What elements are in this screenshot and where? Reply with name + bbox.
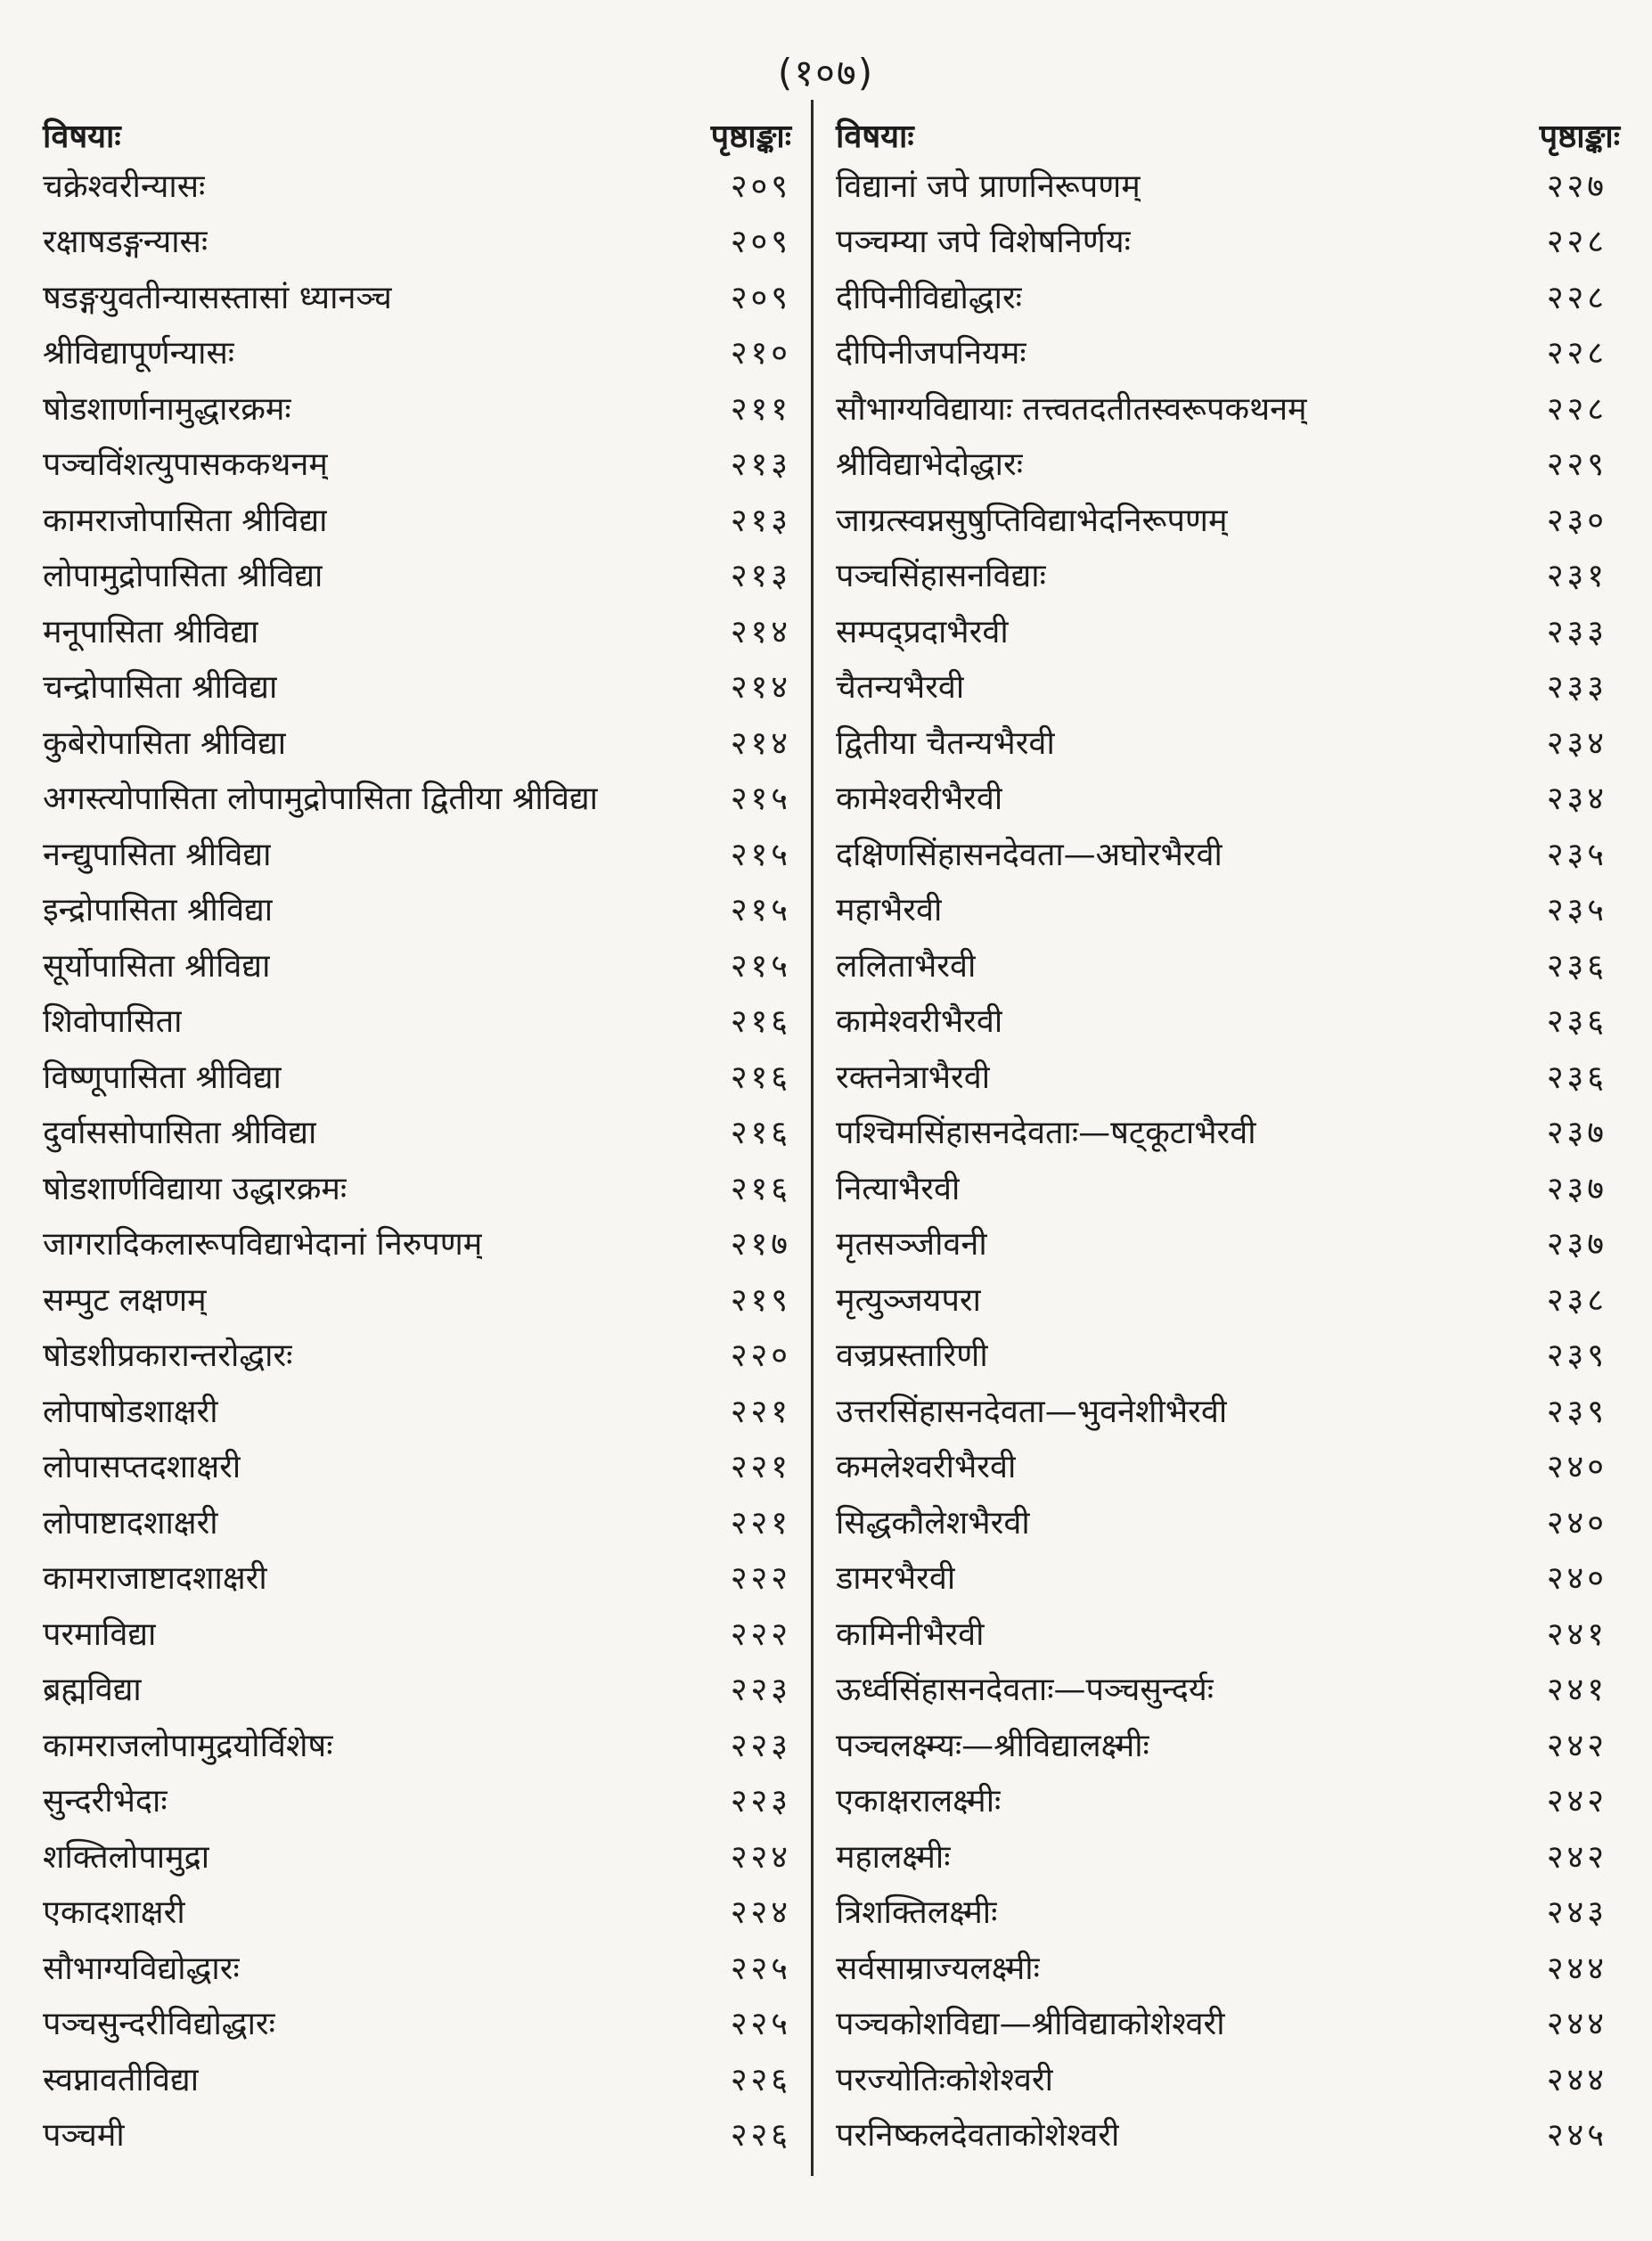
toc-entry xyxy=(43,1215,791,1272)
entry-page-number: २२३ xyxy=(730,1727,791,1764)
entry-page-number: २२१ xyxy=(730,1449,791,1486)
entry-page-number: २१६ xyxy=(730,1059,791,1096)
entry-page-number: २३७ xyxy=(1546,1226,1607,1264)
entry-page-number: २१६ xyxy=(730,1115,791,1152)
toc-entry xyxy=(43,1716,791,1772)
toc-entry xyxy=(43,1884,791,1940)
toc-entry xyxy=(43,2050,791,2106)
entry-title: लोपाषोडशाक्षरी xyxy=(43,1393,218,1430)
entry-page-number: २३६ xyxy=(1546,947,1607,985)
entry-title: शिवोपासिता xyxy=(43,1003,183,1041)
entry-title: चैतन्यभैरवी xyxy=(836,669,965,707)
entry-title: महाभैरवी xyxy=(836,892,943,929)
toc-entry xyxy=(836,1828,1620,1884)
toc-entry xyxy=(43,1382,791,1438)
entry-title: शक्तिलोपामुद्रा xyxy=(43,1838,210,1876)
entry-title: सूर्योपासिता श्रीविद्या xyxy=(43,947,271,985)
toc-entry xyxy=(836,268,1620,324)
toc-entry xyxy=(43,1605,791,1661)
entry-title: एकाक्षरालक्ष्मीः xyxy=(836,1783,1002,1820)
entry-title: चन्द्रोपासिता श्रीविद्या xyxy=(43,669,278,707)
entry-title: इन्द्रोपासिता श्रीविद्या xyxy=(43,892,274,929)
entry-title: सर्वसाम्राज्यलक्ष्मीः xyxy=(836,1950,1040,1987)
left-column xyxy=(43,105,791,2162)
toc-entry xyxy=(43,1493,791,1550)
toc-entry xyxy=(836,2106,1620,2163)
toc-entry xyxy=(836,213,1620,269)
entry-title: लोपामुद्रोपासिता श्रीविद्या xyxy=(43,558,323,595)
left-entries xyxy=(43,157,791,2162)
entry-page-number: २१५ xyxy=(730,947,791,985)
entry-page-number: २४२ xyxy=(1546,1783,1607,1820)
entry-page-number: २४० xyxy=(1546,1560,1607,1598)
entry-title: दीपिनीविद्योद्धारः xyxy=(836,279,1022,316)
toc-entry xyxy=(43,1104,791,1160)
toc-entry xyxy=(43,770,791,826)
toc-entry xyxy=(43,380,791,436)
entry-title: एकादशाक्षरी xyxy=(43,1894,185,1932)
entry-title: रक्तनेत्राभैरवी xyxy=(836,1059,991,1096)
entry-title: रक्षाषडङ्गन्यासः xyxy=(43,224,209,261)
entry-title: पञ्चसिंहासनविद्याः xyxy=(836,558,1046,595)
entry-page-number: २३९ xyxy=(1546,1337,1607,1375)
entry-page-number: २३३ xyxy=(1546,613,1607,650)
entry-page-number: २४४ xyxy=(1546,2006,1607,2043)
toc-entry xyxy=(43,936,791,993)
entry-page-number: २२८ xyxy=(1546,224,1607,261)
toc-entry xyxy=(43,157,791,213)
entry-title: मृतसञ्जीवनी xyxy=(836,1226,987,1264)
toc-entry xyxy=(836,1661,1620,1717)
entry-title: कामराजाष्टादशाक्षरी xyxy=(43,1560,267,1598)
entry-page-number: २११ xyxy=(730,390,791,428)
subject-heading: विषयाः xyxy=(836,119,914,155)
entry-title: पञ्चकोशविद्या—श्रीविद्याकोशेश्वरी xyxy=(836,2006,1225,2043)
entry-page-number: २१० xyxy=(730,335,791,372)
entry-title: पश्चिमसिंहासनदेवताः—षट्कूटाभैरवी xyxy=(836,1115,1256,1152)
entry-page-number: २२६ xyxy=(730,2117,791,2155)
entry-page-number: २२६ xyxy=(730,2061,791,2098)
toc-entry xyxy=(836,1716,1620,1772)
entry-title: उत्तरसिंहासनदेवता—भुवनेशीभैरवी xyxy=(836,1393,1228,1430)
page-number: (१०७) xyxy=(777,51,875,94)
entry-page-number: २४२ xyxy=(1546,1727,1607,1764)
entry-title: पञ्चसुन्दरीविद्योद्धारः xyxy=(43,2006,275,2043)
entry-title: षोडशीप्रकारान्तरोद्धारः xyxy=(43,1337,293,1375)
entry-title: विद्यानां जपे प्राणनिरूपणम् xyxy=(836,168,1141,205)
entry-page-number: २३० xyxy=(1546,502,1607,539)
entry-title: परनिष्कलदेवताकोशेश्वरी xyxy=(836,2117,1120,2155)
entry-page-number: २१९ xyxy=(730,1281,791,1319)
entry-title: दीपिनीजपनियमः xyxy=(836,335,1026,372)
toc-entry xyxy=(836,658,1620,715)
toc-entry xyxy=(836,380,1620,436)
toc-entry xyxy=(836,936,1620,993)
entry-page-number: २२१ xyxy=(730,1504,791,1542)
entry-page-number: २२३ xyxy=(730,1672,791,1709)
toc-entry xyxy=(43,881,791,937)
toc-entry xyxy=(43,491,791,547)
entry-title: दक्षिणसिंहासनदेवता—अघोरभैरवी xyxy=(836,836,1223,873)
toc-entry xyxy=(836,770,1620,826)
entry-page-number: २३४ xyxy=(1546,724,1607,762)
toc-entry xyxy=(836,1048,1620,1104)
entry-page-number: २४१ xyxy=(1546,1615,1607,1653)
entry-title: ऊर्ध्वसिंहासनदेवताः—पञ्चसुन्दर्यः xyxy=(836,1672,1214,1709)
entry-page-number: २२५ xyxy=(730,1950,791,1987)
entry-title: पञ्चम्या जपे विशेषनिर्णयः xyxy=(836,224,1131,261)
entry-title: त्रिशक्तिलक्ष्मीः xyxy=(836,1894,998,1932)
toc-entry xyxy=(836,1327,1620,1383)
toc-entry xyxy=(43,1048,791,1104)
entry-title: षोडशार्णविद्याया उद्धारक्रमः xyxy=(43,1170,348,1207)
entry-page-number: २१५ xyxy=(730,892,791,929)
entry-page-number: २३५ xyxy=(1546,836,1607,873)
entry-page-number: २१३ xyxy=(730,446,791,484)
toc-entry xyxy=(836,1772,1620,1828)
toc-entry xyxy=(43,1327,791,1383)
entry-page-number: २३९ xyxy=(1546,1393,1607,1430)
entry-title: षोडशार्णानामुद्धारक्रमः xyxy=(43,390,291,428)
left-column-header xyxy=(43,105,791,157)
toc-entry xyxy=(43,1772,791,1828)
entry-page-number: २४५ xyxy=(1546,2117,1607,2155)
entry-page-number: २२५ xyxy=(730,2006,791,2043)
entry-title: लोपासप्तदशाक्षरी xyxy=(43,1449,241,1486)
entry-title: मनूपासिता श्रीविद्या xyxy=(43,613,259,650)
entry-title: जागरादिकलारूपविद्याभेदानां निरुपणम् xyxy=(43,1226,483,1264)
toc-entry xyxy=(43,1828,791,1884)
column-divider xyxy=(811,100,814,2176)
entry-title: पञ्चविंशत्युपासककथनम् xyxy=(43,446,328,484)
toc-entry xyxy=(43,436,791,492)
entry-title: कामराजोपासिता श्रीविद्या xyxy=(43,502,328,539)
toc-entry xyxy=(836,1215,1620,1272)
page-heading: पृष्ठाङ्काः xyxy=(1539,119,1620,155)
toc-entry xyxy=(836,547,1620,603)
entry-title: सौभाग्यविद्योद्धारः xyxy=(43,1950,240,1987)
entry-page-number: २२८ xyxy=(1546,335,1607,372)
entry-page-number: २२८ xyxy=(1546,279,1607,316)
entry-title: पञ्चमी xyxy=(43,2117,125,2155)
toc-entry xyxy=(43,547,791,603)
toc-entry xyxy=(836,1550,1620,1606)
toc-entry xyxy=(43,602,791,658)
entry-page-number: २०९ xyxy=(730,279,791,316)
entry-page-number: २३६ xyxy=(1546,1003,1607,1041)
entry-page-number: २३४ xyxy=(1546,781,1607,818)
entry-page-number: २२२ xyxy=(730,1560,791,1598)
right-entries xyxy=(836,157,1620,2162)
toc-entry xyxy=(836,1884,1620,1940)
entry-title: सुन्दरीभेदाः xyxy=(43,1783,168,1820)
entry-page-number: २२४ xyxy=(730,1894,791,1932)
entry-page-number: २२१ xyxy=(730,1393,791,1430)
entry-page-number: २१४ xyxy=(730,724,791,762)
entry-title: नित्याभैरवी xyxy=(836,1170,961,1207)
toc-entry xyxy=(43,324,791,380)
entry-title: अगस्त्योपासिता लोपामुद्रोपासिता द्वितीया श्रीविद्या xyxy=(43,781,599,818)
entry-page-number: २२० xyxy=(730,1337,791,1375)
entry-title: डामरभैरवी xyxy=(836,1560,956,1598)
toc-entry xyxy=(836,1104,1620,1160)
entry-title: पञ्चलक्ष्म्यः—श्रीविद्यालक्ष्मीः xyxy=(836,1727,1149,1764)
entry-title: लोपाष्टादशाक्षरी xyxy=(43,1504,218,1542)
toc-entry xyxy=(43,213,791,269)
entry-title: द्वितीया चैतन्यभैरवी xyxy=(836,724,1055,762)
entry-title: सिद्धकौलेशभैरवी xyxy=(836,1504,1030,1542)
entry-page-number: २०९ xyxy=(730,224,791,261)
entry-title: ललिताभैरवी xyxy=(836,947,977,985)
entry-title: सौभाग्यविद्यायाः तत्त्वतदतीतस्वरूपकथनम् xyxy=(836,390,1307,428)
entry-title: परज्योतिःकोशेश्वरी xyxy=(836,2061,1053,2098)
toc-entry xyxy=(43,268,791,324)
entry-title: श्रीविद्यापूर्णन्यासः xyxy=(43,335,235,372)
entry-page-number: २१५ xyxy=(730,836,791,873)
toc-entry xyxy=(836,1493,1620,1550)
toc-entry xyxy=(836,491,1620,547)
toc-entry xyxy=(43,993,791,1049)
toc-entry xyxy=(836,324,1620,380)
entry-title: सम्पुट लक्षणम् xyxy=(43,1281,207,1319)
toc-entry xyxy=(836,1995,1620,2051)
toc-entry xyxy=(836,881,1620,937)
toc-entry xyxy=(43,1661,791,1717)
entry-page-number: २१३ xyxy=(730,502,791,539)
toc-entry xyxy=(836,157,1620,213)
toc-entry xyxy=(836,1382,1620,1438)
entry-title: वज्रप्रस्तारिणी xyxy=(836,1337,988,1375)
toc-entry xyxy=(836,436,1620,492)
toc-entry xyxy=(43,1438,791,1494)
entry-page-number: २३३ xyxy=(1546,669,1607,707)
entry-page-number: २१५ xyxy=(730,781,791,818)
entry-title: परमाविद्या xyxy=(43,1615,157,1653)
entry-title: श्रीविद्याभेदोद्धारः xyxy=(836,446,1023,484)
entry-page-number: २४० xyxy=(1546,1504,1607,1542)
entry-page-number: २३६ xyxy=(1546,1059,1607,1096)
entry-title: महालक्ष्मीः xyxy=(836,1838,951,1876)
entry-title: दुर्वाससोपासिता श्रीविद्या xyxy=(43,1115,317,1152)
toc-entry xyxy=(836,1159,1620,1215)
entry-page-number: २४३ xyxy=(1546,1894,1607,1932)
entry-title: षडङ्गयुवतीन्यासस्तासां ध्यानञ्च xyxy=(43,279,392,316)
entry-title: ब्रह्मविद्या xyxy=(43,1672,142,1709)
entry-title: विष्णूपासिता श्रीविद्या xyxy=(43,1059,282,1096)
toc-entry xyxy=(836,2050,1620,2106)
toc-entry xyxy=(836,993,1620,1049)
toc-entry xyxy=(836,1605,1620,1661)
entry-title: कामेश्वरीभैरवी xyxy=(836,781,1003,818)
toc-entry xyxy=(43,825,791,881)
entry-page-number: २४१ xyxy=(1546,1672,1607,1709)
entry-title: सम्पद्प्रदाभैरवी xyxy=(836,613,1009,650)
entry-title: जाग्रत्स्वप्नसुषुप्तिविद्याभेदनिरूपणम् xyxy=(836,502,1228,539)
entry-page-number: २१७ xyxy=(730,1226,791,1264)
entry-page-number: २३७ xyxy=(1546,1115,1607,1152)
entry-page-number: २४० xyxy=(1546,1449,1607,1486)
toc-entry xyxy=(43,1995,791,2051)
entry-title: कामेश्वरीभैरवी xyxy=(836,1003,1003,1041)
entry-title: स्वप्नावतीविद्या xyxy=(43,2061,200,2098)
entry-title: मृत्युञ्जयपरा xyxy=(836,1281,981,1319)
entry-page-number: २०९ xyxy=(730,168,791,205)
toc-entry xyxy=(836,825,1620,881)
toc-entry xyxy=(836,714,1620,770)
entry-page-number: २२४ xyxy=(730,1838,791,1876)
entry-title: कामराजलोपामुद्रयोर्विशेषः xyxy=(43,1727,333,1764)
toc-entry xyxy=(43,1159,791,1215)
right-column xyxy=(836,105,1620,2162)
entry-page-number: २१३ xyxy=(730,558,791,595)
entry-title: कामिनीभैरवी xyxy=(836,1615,985,1653)
entry-title: कुबेरोपासिता श्रीविद्या xyxy=(43,724,287,762)
toc-entry xyxy=(43,1939,791,1995)
entry-title: नन्द्युपासिता श्रीविद्या xyxy=(43,836,272,873)
entry-page-number: २१४ xyxy=(730,613,791,650)
entry-page-number: २२७ xyxy=(1546,168,1607,205)
entry-title: चक्रेश्वरीन्यासः xyxy=(43,168,206,205)
entry-page-number: २२८ xyxy=(1546,390,1607,428)
entry-page-number: २३१ xyxy=(1546,558,1607,595)
toc-entry xyxy=(836,1939,1620,1995)
right-column-header xyxy=(836,105,1620,157)
entry-page-number: २३८ xyxy=(1546,1281,1607,1319)
subject-heading: विषयाः xyxy=(43,119,121,155)
entry-page-number: २४२ xyxy=(1546,1838,1607,1876)
entry-page-number: २१४ xyxy=(730,669,791,707)
toc-entry xyxy=(43,714,791,770)
page-heading: पृष्ठाङ्काः xyxy=(710,119,791,155)
entry-page-number: २२२ xyxy=(730,1615,791,1653)
toc-entry xyxy=(43,658,791,715)
entry-page-number: २३७ xyxy=(1546,1170,1607,1207)
toc-entry xyxy=(836,602,1620,658)
entry-page-number: २४४ xyxy=(1546,1950,1607,1987)
toc-entry xyxy=(836,1271,1620,1327)
toc-entry xyxy=(43,1550,791,1606)
toc-entry xyxy=(43,2106,791,2163)
entry-page-number: २४४ xyxy=(1546,2061,1607,2098)
entry-page-number: २२३ xyxy=(730,1783,791,1820)
entry-page-number: २२९ xyxy=(1546,446,1607,484)
entry-title: कमलेश्वरीभैरवी xyxy=(836,1449,1017,1486)
entry-page-number: २१६ xyxy=(730,1170,791,1207)
entry-page-number: २१६ xyxy=(730,1003,791,1041)
entry-page-number: २३५ xyxy=(1546,892,1607,929)
toc-entry xyxy=(43,1271,791,1327)
toc-entry xyxy=(836,1438,1620,1494)
